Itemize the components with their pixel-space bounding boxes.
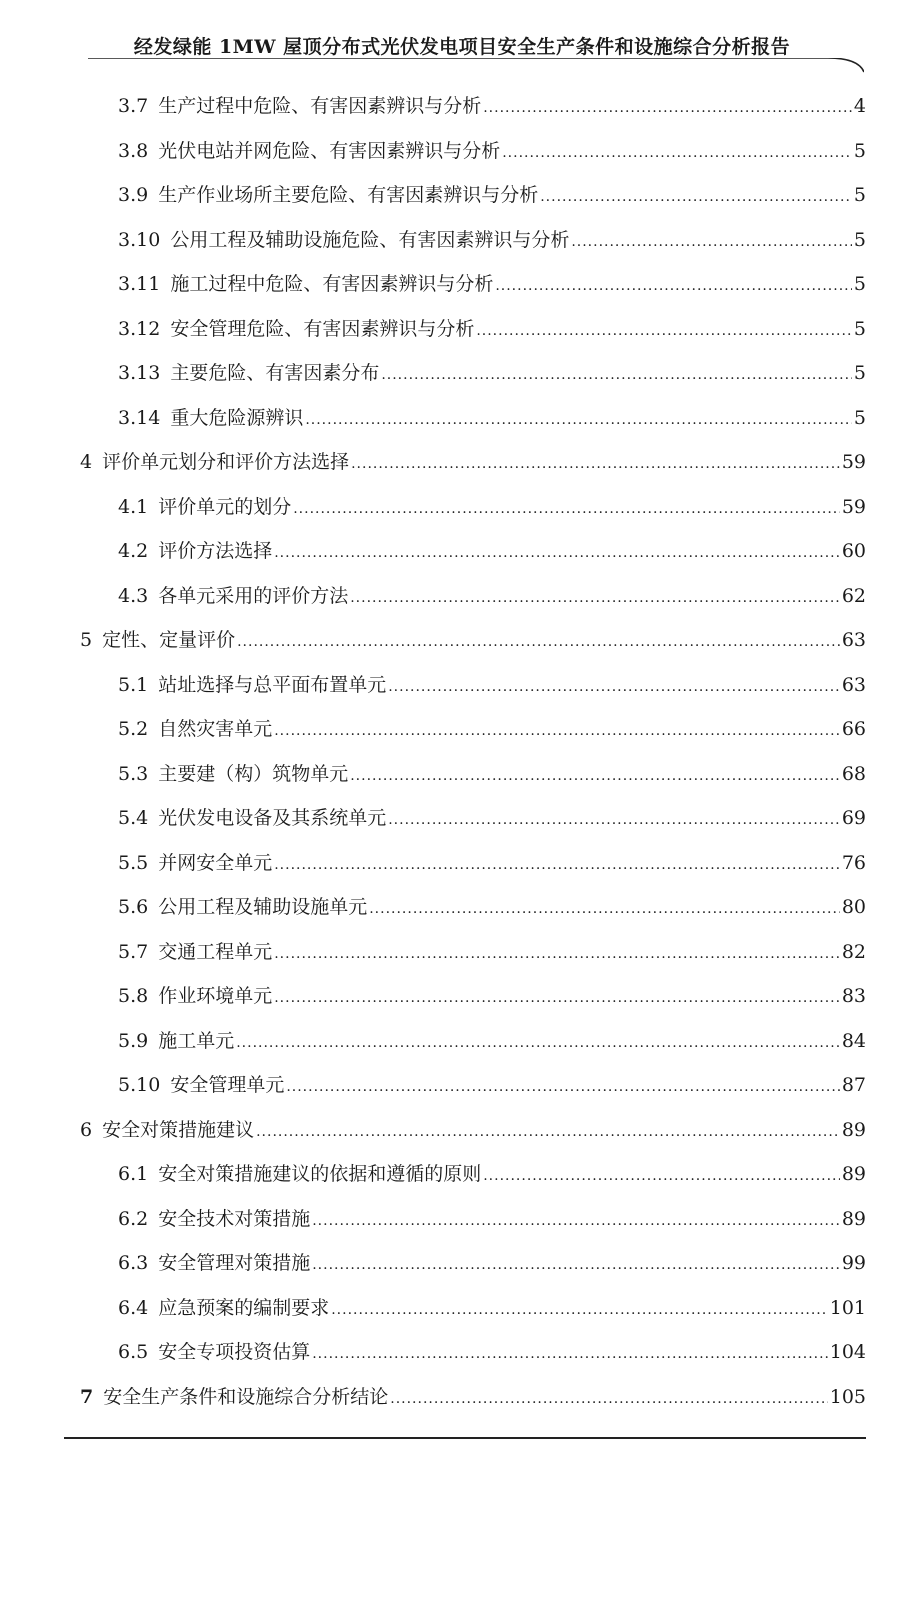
toc-entry-page: 5: [853, 362, 866, 384]
toc-entry[interactable]: [80, 1116, 866, 1144]
toc-entry-number: 5: [80, 629, 93, 651]
toc-dot-leader: [312, 1340, 828, 1368]
toc-dot-leader: [274, 717, 840, 745]
toc-dot-leader: [350, 762, 840, 790]
toc-entry-title: 重大危险源辨识: [170, 407, 304, 429]
toc-dot-leader: [476, 317, 852, 345]
toc-entry[interactable]: [118, 671, 866, 699]
toc-entry-number: 6: [80, 1119, 93, 1141]
toc-dot-leader: [305, 406, 852, 434]
toc-entry-title: 并网安全单元: [158, 852, 273, 874]
toc-entry-number: 3.13: [118, 362, 161, 384]
toc-entry-number: 5.2: [118, 718, 149, 740]
toc-dot-leader: [540, 183, 852, 211]
toc-entry[interactable]: [118, 315, 866, 343]
toc-entry[interactable]: [118, 1160, 866, 1188]
toc-dot-leader: [502, 139, 852, 167]
toc-entry-title: 评价方法选择: [158, 540, 273, 562]
toc-entry-title: 光伏电站并网危险、有害因素辨识与分析: [158, 140, 501, 162]
toc-dot-leader: [495, 272, 852, 300]
toc-entry-number: 3.12: [118, 318, 161, 340]
toc-dot-leader: [312, 1207, 840, 1235]
toc-dot-leader: [351, 450, 840, 478]
toc-entry-title: 安全技术对策措施: [158, 1208, 311, 1230]
toc-dot-leader: [286, 1073, 839, 1101]
toc-entry-page: 80: [841, 896, 866, 918]
toc-entry[interactable]: [80, 626, 866, 654]
toc-entry-page: 63: [841, 629, 866, 651]
page-header-title: 经发绿能 1MW 屋顶分布式光伏发电项目安全生产条件和设施综合分析报告: [133, 36, 791, 58]
toc-entry-number: 3.14: [118, 407, 161, 429]
toc-entry[interactable]: [118, 92, 866, 120]
toc-entry[interactable]: [118, 137, 866, 165]
toc-entry[interactable]: [118, 760, 866, 788]
toc-entry-title: 自然灾害单元: [158, 718, 273, 740]
toc-entry-page: 105: [829, 1386, 866, 1408]
toc-entry-page: 5: [853, 318, 866, 340]
toc-entry-number: 5.7: [118, 941, 149, 963]
toc-entry[interactable]: [118, 804, 866, 832]
toc-entry-page: 59: [841, 451, 866, 473]
toc-entry-number: 6.1: [118, 1163, 149, 1185]
toc-entry-number: 7: [80, 1386, 94, 1408]
toc-entry-page: 5: [853, 273, 866, 295]
toc-entry[interactable]: [118, 1205, 866, 1233]
toc-entry-number: 5.5: [118, 852, 149, 874]
toc-entry-title: 施工单元: [158, 1030, 235, 1052]
toc-entry-page: 59: [841, 496, 866, 518]
toc-dot-leader: [274, 539, 840, 567]
toc-entry-title: 安全对策措施建议: [102, 1119, 255, 1141]
toc-entry[interactable]: [118, 1071, 866, 1099]
toc-entry-title: 评价单元划分和评价方法选择: [102, 451, 350, 473]
toc-dot-leader: [274, 940, 840, 968]
toc-entry[interactable]: [118, 493, 866, 521]
toc-entry-page: 84: [841, 1030, 866, 1052]
toc-entry-title: 光伏发电设备及其系统单元: [158, 807, 387, 829]
toc-entry-page: 5: [853, 184, 866, 206]
toc-entry-title: 主要建（构）筑物单元: [158, 763, 349, 785]
toc-entry-title: 各单元采用的评价方法: [158, 585, 349, 607]
toc-entry-title: 安全管理单元: [170, 1074, 285, 1096]
toc-entry-title: 应急预案的编制要求: [158, 1297, 330, 1319]
toc-entry[interactable]: [118, 582, 866, 610]
toc-entry-title: 交通工程单元: [158, 941, 273, 963]
toc-entry-number: 5.10: [118, 1074, 161, 1096]
toc-entry-title: 施工过程中危险、有害因素辨识与分析: [170, 273, 494, 295]
toc-entry[interactable]: [118, 359, 866, 387]
toc-entry-page: 5: [853, 407, 866, 429]
toc-entry-number: 6.4: [118, 1297, 149, 1319]
toc-entry-number: 5.3: [118, 763, 149, 785]
toc-entry-number: 5.8: [118, 985, 149, 1007]
toc-entry-number: 5.6: [118, 896, 149, 918]
toc-entry[interactable]: [118, 715, 866, 743]
toc-entry-page: 76: [841, 852, 866, 874]
toc-entry-page: 62: [841, 585, 866, 607]
toc-dot-leader: [256, 1118, 840, 1146]
toc-entry-page: 60: [841, 540, 866, 562]
toc-entry[interactable]: [118, 849, 866, 877]
toc-entry-title: 安全对策措施建议的依据和遵循的原则: [158, 1163, 482, 1185]
toc-entry-page: 68: [841, 763, 866, 785]
toc-entry-number: 5.4: [118, 807, 149, 829]
toc-entry[interactable]: [118, 537, 866, 565]
toc-entry-title: 主要危险、有害因素分布: [170, 362, 380, 384]
toc-dot-leader: [381, 361, 852, 389]
toc-entry[interactable]: [118, 181, 866, 209]
toc-entry-page: 87: [841, 1074, 866, 1096]
toc-entry-page: 89: [841, 1163, 866, 1185]
toc-dot-leader: [293, 495, 840, 523]
toc-entry-page: 89: [841, 1119, 866, 1141]
toc-entry-number: 6.5: [118, 1341, 149, 1363]
toc-entry-page: 66: [841, 718, 866, 740]
toc-entry-title: 公用工程及辅助设施单元: [158, 896, 368, 918]
toc-entry-number: 3.8: [118, 140, 149, 162]
toc-entry-page: 4: [853, 95, 866, 117]
toc-dot-leader: [369, 895, 840, 923]
toc-entry-page: 101: [829, 1297, 866, 1319]
toc-dot-leader: [483, 1162, 840, 1190]
toc-entry-page: 89: [841, 1208, 866, 1230]
toc-dot-leader: [483, 94, 852, 122]
footer-rule: [64, 1437, 866, 1439]
toc-entry-page: 5: [853, 229, 866, 251]
toc-entry-title: 生产过程中危险、有害因素辨识与分析: [158, 95, 482, 117]
toc-entry-page: 82: [841, 941, 866, 963]
toc-entry[interactable]: [118, 982, 866, 1010]
toc-dot-leader: [350, 584, 840, 612]
toc-entry-number: 4.2: [118, 540, 149, 562]
toc-entry[interactable]: [118, 938, 866, 966]
toc-entry-number: 3.7: [118, 95, 149, 117]
toc-entry-number: 5.9: [118, 1030, 149, 1052]
toc-entry-title: 站址选择与总平面布置单元: [158, 674, 387, 696]
toc-dot-leader: [571, 228, 852, 256]
toc-entry-title: 安全专项投资估算: [158, 1341, 311, 1363]
toc-entry[interactable]: [118, 893, 866, 921]
toc-entry-number: 5.1: [118, 674, 149, 696]
toc-entry-page: 83: [841, 985, 866, 1007]
toc-entry-title: 安全生产条件和设施综合分析结论: [103, 1386, 389, 1408]
toc-entry-number: 3.10: [118, 229, 161, 251]
toc-entry-title: 安全管理危险、有害因素辨识与分析: [170, 318, 475, 340]
toc-entry-title: 安全管理对策措施: [158, 1252, 311, 1274]
toc-entry[interactable]: [118, 1294, 866, 1322]
toc-entry[interactable]: [118, 270, 866, 298]
toc-entry[interactable]: [118, 404, 866, 432]
toc-entry-page: 104: [829, 1341, 866, 1363]
toc-entry-number: 6.3: [118, 1252, 149, 1274]
toc-entry-title: 公用工程及辅助设施危险、有害因素辨识与分析: [170, 229, 570, 251]
toc-entry-title: 生产作业场所主要危险、有害因素辨识与分析: [158, 184, 539, 206]
toc-entry[interactable]: [118, 1027, 866, 1055]
toc-entry[interactable]: [80, 1383, 866, 1411]
toc-dot-leader: [331, 1296, 828, 1324]
toc-entry-page: 69: [841, 807, 866, 829]
toc-entry-number: 4: [80, 451, 93, 473]
toc-entry-page: 99: [841, 1252, 866, 1274]
toc-dot-leader: [388, 806, 840, 834]
toc-entry-number: 6.2: [118, 1208, 149, 1230]
toc-entry-title: 定性、定量评价: [102, 629, 236, 651]
toc-dot-leader: [274, 984, 840, 1012]
toc-entry-number: 3.9: [118, 184, 149, 206]
toc-entry[interactable]: [118, 1249, 866, 1277]
toc-entry-number: 4.3: [118, 585, 149, 607]
toc-entry-title: 作业环境单元: [158, 985, 273, 1007]
toc-entry-number: 3.11: [118, 273, 161, 295]
toc-dot-leader: [388, 673, 840, 701]
toc-dot-leader: [237, 628, 840, 656]
toc-entry-title: 评价单元的划分: [158, 496, 292, 518]
toc-entry-number: 4.1: [118, 496, 149, 518]
toc-entry[interactable]: [80, 448, 866, 476]
toc-dot-leader: [274, 851, 840, 879]
toc-entry[interactable]: [118, 226, 866, 254]
toc-dot-leader: [390, 1385, 827, 1413]
toc-entry-page: 63: [841, 674, 866, 696]
toc-entry[interactable]: [118, 1338, 866, 1366]
toc-entry-page: 5: [853, 140, 866, 162]
toc-dot-leader: [312, 1251, 840, 1279]
toc-dot-leader: [236, 1029, 840, 1057]
